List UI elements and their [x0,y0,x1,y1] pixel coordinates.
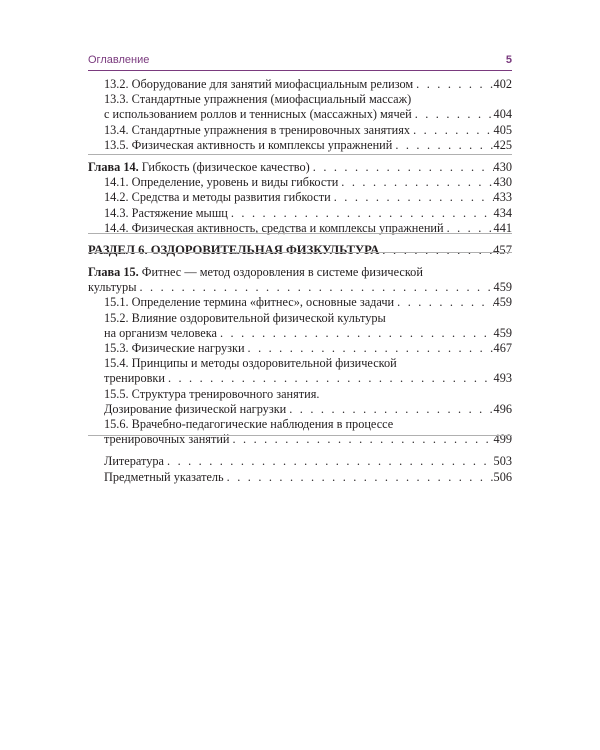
section-divider [88,233,512,234]
toc-entry-14-3[interactable] [88,206,512,221]
toc-entry-13-2[interactable] [88,77,512,92]
toc-entry-text: Фитнес — метод оздоровления в системе физической [138,265,423,280]
toc-entry-15-5-cont[interactable] [88,402,512,417]
toc-entry-text: 13.3. Стандартные упражнения (миофасциальный массаж) [104,92,412,107]
toc-entry-text: культуры [88,280,137,295]
toc-chapter-15[interactable] [88,265,512,280]
dot-leader [392,138,493,153]
header-rule [88,70,512,71]
dot-leader [164,454,494,469]
toc-entry-text: Предметный указатель [104,469,224,484]
toc-page-number: 430 [493,175,512,190]
chapter-label: Глава 14. [88,159,139,174]
dot-leader [245,341,494,356]
toc-entry-text: 13.4. Стандартные упражнения в тренировочных занятиях [104,122,411,137]
toc-entry-text: 15.6. Врачебно-педагогические наблюдения в процессе [104,416,394,431]
toc-entry-13-4[interactable] [88,123,512,138]
dot-leader [165,371,494,386]
toc-entry-15-3[interactable] [88,341,512,356]
toc-chapter-15-cont[interactable] [88,280,512,295]
dot-leader [310,160,494,175]
toc-page-number: 441 [493,220,512,235]
toc-entry-14-2[interactable] [88,190,512,205]
toc-entry-text: 14.4. Физическая активность, средства и комплексы упражнений [104,220,444,235]
section-divider [88,252,512,253]
dot-leader [286,402,493,417]
toc-chapter-14[interactable] [88,160,512,175]
toc-entry-15-2-cont[interactable] [88,326,512,341]
toc-page-number: 457 [493,242,512,257]
toc-entry-text: 15.4. Принципы и методы оздоровительной физической [104,356,397,371]
toc-entry-text: с использованием роллов и теннисных (массажных) мячей [104,107,412,122]
page-number: 5 [505,54,512,66]
toc-entry-references[interactable] [88,454,512,469]
section-divider [88,154,512,155]
toc-entry-text: 14.3. Растяжение мышц [104,205,228,220]
dot-leader [331,190,494,205]
toc-entry-text: РАЗДЕЛ 6. ОЗДОРОВИТЕЛЬНАЯ ФИЗКУЛЬТУРА [88,242,380,257]
toc-page-number: 434 [493,205,512,220]
toc-entry-15-4[interactable] [88,356,512,371]
toc-page-number: 496 [493,401,512,416]
dot-leader [136,280,493,295]
toc-entry-13-3[interactable] [88,92,512,107]
toc-entry-text: на организм человека [104,325,217,340]
toc-page-number: 506 [493,469,512,484]
dot-leader [413,77,493,92]
toc-entry-text: тренировочных занятий [104,432,230,447]
dot-leader [228,206,494,221]
toc-entry-15-1[interactable] [88,295,512,310]
toc-entry-13-3-cont[interactable] [88,107,512,122]
dot-leader [412,107,494,122]
toc-entry-text: тренировки [104,371,165,386]
toc-entry-text: 13.2. Оборудование для занятий миофасциальным релизом [104,77,414,91]
toc-page-number: 459 [493,325,512,340]
dot-leader [224,470,494,485]
toc-entry-15-2[interactable] [88,311,512,326]
toc-page-number: 459 [493,295,512,310]
toc-page-number: 467 [493,341,512,355]
toc-entry-15-6[interactable] [88,417,512,432]
toc-page-number: 459 [493,280,512,295]
toc-entry-text: Гибкость (физическое качество) [138,159,310,174]
dot-leader [379,243,493,258]
dot-leader [217,326,494,341]
running-header-title: Оглавление [88,54,150,66]
toc-entry-15-4-cont[interactable] [88,371,512,386]
toc-entry-text: 13.5. Физическая активность и комплексы упражнений [104,137,393,152]
toc-entry-text: 15.3. Физические нагрузки [104,341,245,355]
toc-page-number: 425 [493,137,512,152]
section-divider [88,435,512,436]
dot-leader [410,123,493,138]
table-of-contents [88,77,512,485]
toc-entry-text: 15.5. Структура тренировочного занятия. [104,386,320,401]
toc-entry-text: 15.2. Влияние оздоровительной физической культуры [104,310,386,325]
dot-leader [394,295,493,310]
toc-entry-text: 15.1. Определение термина «фитнес», основные задачи [104,295,395,310]
toc-page-number: 493 [493,371,512,386]
toc-section-6[interactable] [88,243,512,258]
toc-page-number: 499 [493,432,512,447]
toc-page-number: 503 [493,454,512,469]
toc-entry-14-1[interactable] [88,175,512,190]
toc-page-number: 433 [493,190,512,205]
chapter-label: Глава 15. [88,265,139,280]
toc-entry-index[interactable] [88,470,512,485]
toc-page-number: 405 [493,122,512,137]
toc-entry-text: 14.2. Средства и методы развития гибкости [104,190,331,205]
toc-page-number: 404 [493,107,512,122]
toc-entry-15-5[interactable] [88,387,512,402]
toc-entry-13-5[interactable] [88,138,512,153]
toc-entry-text: Литература [104,454,165,469]
dot-leader [338,175,493,190]
toc-entry-text: 14.1. Определение, уровень и виды гибкости [104,175,339,190]
toc-entry-text: Дозирование физической нагрузки [104,401,287,416]
toc-page-number: 430 [493,159,512,174]
toc-page-number: 402 [493,77,512,91]
running-header [88,54,512,70]
